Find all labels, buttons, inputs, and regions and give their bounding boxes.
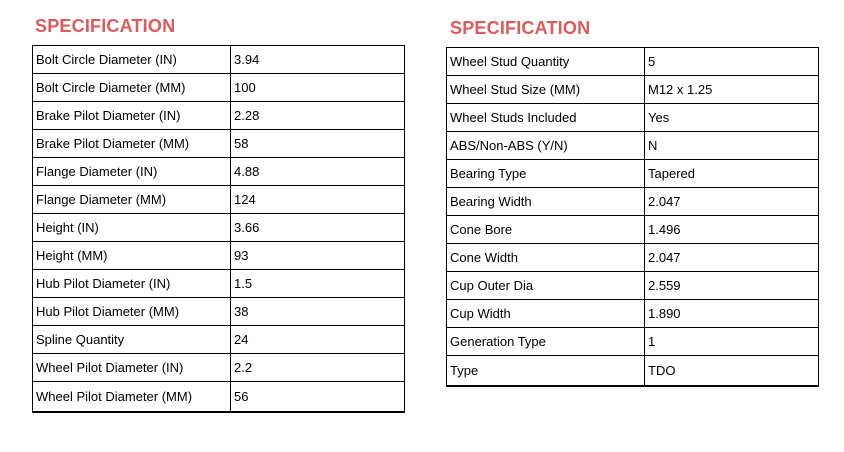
table-row — [447, 104, 819, 132]
spec-value: 2.047 — [645, 188, 819, 216]
table-row — [33, 354, 405, 382]
table-row — [33, 382, 405, 412]
table-row — [447, 48, 819, 76]
spec-label: Cup Outer Dia — [447, 272, 645, 300]
right-spec-table — [446, 47, 819, 387]
spec-value: 2.559 — [645, 272, 819, 300]
spec-label: Flange Diameter (IN) — [33, 158, 231, 186]
spec-value: 1 — [645, 328, 819, 356]
table-row — [447, 188, 819, 216]
spec-label: Brake Pilot Diameter (IN) — [33, 102, 231, 130]
spec-value: 2.047 — [645, 244, 819, 272]
spec-value: 1.496 — [645, 216, 819, 244]
spec-value: 3.94 — [231, 46, 405, 74]
spec-value: N — [645, 132, 819, 160]
spec-label: Wheel Stud Size (MM) — [447, 76, 645, 104]
spec-label: Hub Pilot Diameter (IN) — [33, 270, 231, 298]
table-row — [447, 216, 819, 244]
table-row — [447, 76, 819, 104]
spec-value: Yes — [645, 104, 819, 132]
table-row — [447, 272, 819, 300]
spec-value: M12 x 1.25 — [645, 76, 819, 104]
left-spec-table — [32, 45, 405, 413]
spec-label: Cone Bore — [447, 216, 645, 244]
spec-label: Wheel Studs Included — [447, 104, 645, 132]
spec-value: 124 — [231, 186, 405, 214]
spec-value: 4.88 — [231, 158, 405, 186]
spec-value: 56 — [231, 382, 405, 412]
table-row — [33, 186, 405, 214]
table-row — [33, 214, 405, 242]
right-spec-title: SPECIFICATION — [450, 18, 591, 38]
spec-value: 24 — [231, 326, 405, 354]
spec-label: Cone Width — [447, 244, 645, 272]
left-spec-title: SPECIFICATION — [35, 16, 176, 36]
spec-label: Generation Type — [447, 328, 645, 356]
spec-value: 93 — [231, 242, 405, 270]
spec-value: 1.890 — [645, 300, 819, 328]
table-row — [33, 130, 405, 158]
spec-value: 2.2 — [231, 354, 405, 382]
table-row — [33, 326, 405, 354]
table-row — [33, 46, 405, 74]
spec-value: 38 — [231, 298, 405, 326]
spec-label: Cup Width — [447, 300, 645, 328]
table-row — [33, 242, 405, 270]
spec-label: Flange Diameter (MM) — [33, 186, 231, 214]
spec-value: Tapered — [645, 160, 819, 188]
spec-label: Bearing Type — [447, 160, 645, 188]
spec-value: 1.5 — [231, 270, 405, 298]
table-row — [33, 158, 405, 186]
spec-value: 58 — [231, 130, 405, 158]
table-row — [447, 244, 819, 272]
table-row — [33, 102, 405, 130]
spec-value: 3.66 — [231, 214, 405, 242]
spec-label: Wheel Pilot Diameter (MM) — [33, 382, 231, 412]
spec-label: Spline Quantity — [33, 326, 231, 354]
table-row — [33, 74, 405, 102]
spec-value: 100 — [231, 74, 405, 102]
spec-label: Bolt Circle Diameter (IN) — [33, 46, 231, 74]
spec-label: Height (IN) — [33, 214, 231, 242]
spec-label: Height (MM) — [33, 242, 231, 270]
spec-label: Brake Pilot Diameter (MM) — [33, 130, 231, 158]
table-row — [447, 300, 819, 328]
spec-label: Type — [447, 356, 645, 386]
table-row — [447, 328, 819, 356]
spec-value: 5 — [645, 48, 819, 76]
table-row — [447, 160, 819, 188]
spec-label: ABS/Non-ABS (Y/N) — [447, 132, 645, 160]
spec-label: Bolt Circle Diameter (MM) — [33, 74, 231, 102]
table-row — [447, 356, 819, 386]
spec-label: Hub Pilot Diameter (MM) — [33, 298, 231, 326]
spec-label: Wheel Stud Quantity — [447, 48, 645, 76]
table-row — [33, 298, 405, 326]
spec-label: Bearing Width — [447, 188, 645, 216]
spec-label: Wheel Pilot Diameter (IN) — [33, 354, 231, 382]
table-row — [447, 132, 819, 160]
spec-value: TDO — [645, 356, 819, 386]
table-row — [33, 270, 405, 298]
spec-value: 2.28 — [231, 102, 405, 130]
